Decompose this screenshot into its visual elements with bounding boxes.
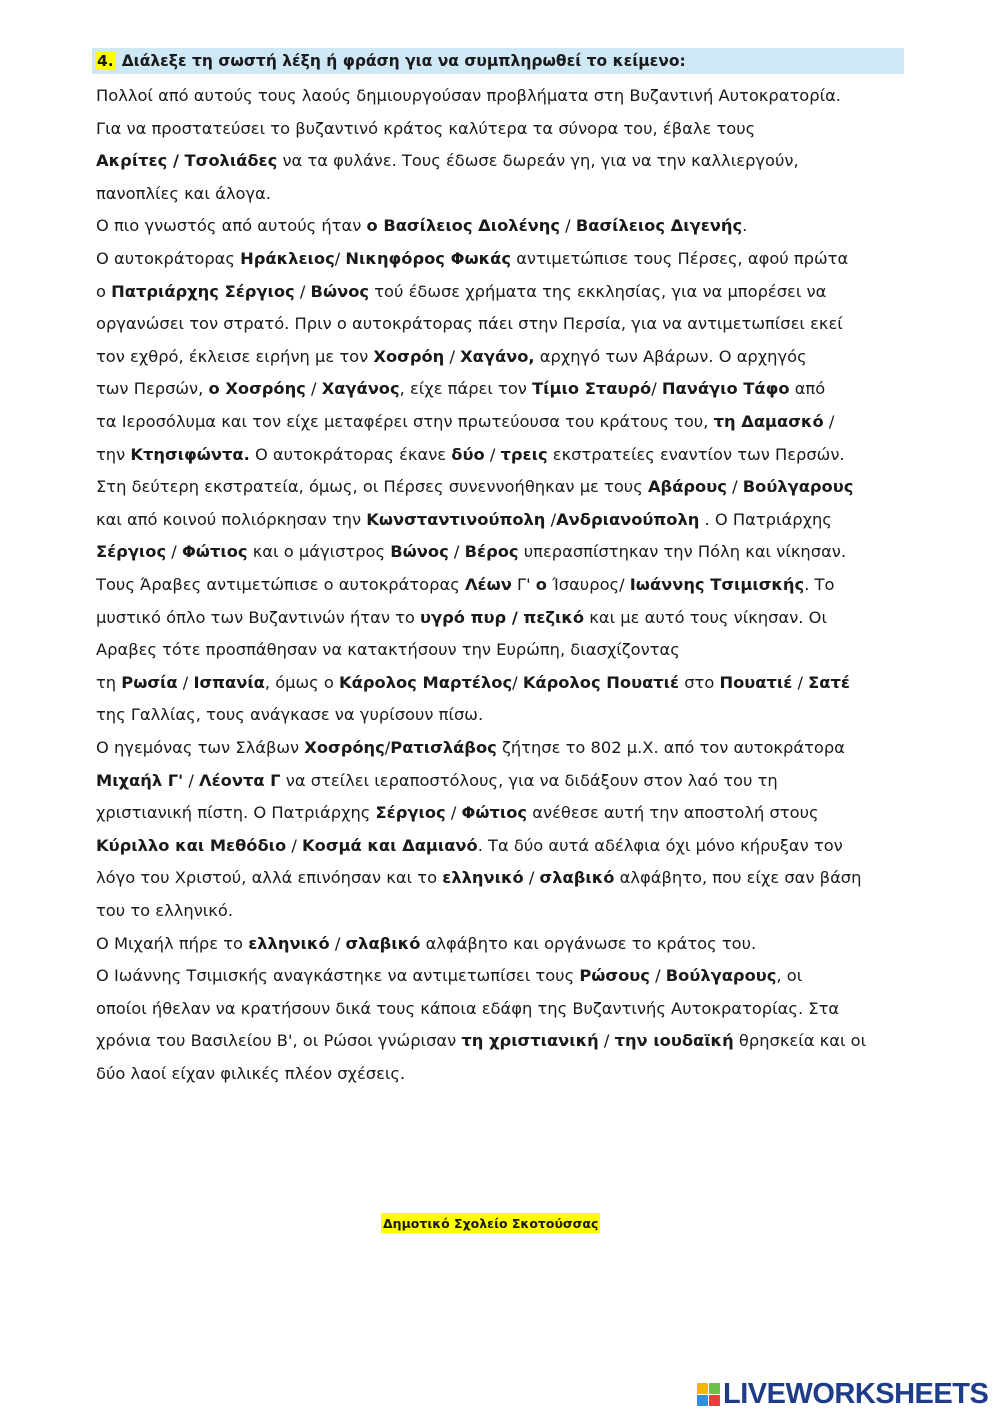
answer-choice: την ιουδαϊκή xyxy=(614,1031,734,1051)
text-segment: Ο Ιωάννης Τσιμισκής αναγκάστηκε να αντιμετωπίσει τους xyxy=(96,966,580,986)
text-line xyxy=(96,119,926,139)
text-segment: πανοπλίες και άλογα. xyxy=(96,183,271,203)
text-segment: Ίσαυρος/ xyxy=(546,575,630,594)
text-segment: και με αυτό τους νίκησαν. Οι xyxy=(584,607,827,627)
text-segment: / xyxy=(598,1031,615,1051)
text-segment: τα Ιεροσόλυμα και τον είχε μεταφέρει στην πρωτεύουσα του κράτους του, xyxy=(96,412,714,431)
answer-choice: Πουατιέ xyxy=(719,672,793,692)
answer-choice: Φώτιος xyxy=(461,803,528,823)
answer-choice: Κάρολος Μαρτέλος xyxy=(339,672,513,692)
text-segment: / xyxy=(545,509,557,529)
text-segment: . Το xyxy=(804,575,835,594)
text-segment: εκστρατείες εναντίον των Περσών. xyxy=(547,444,845,464)
text-segment: / xyxy=(484,444,501,464)
text-segment: Ο πιο γνωστός από αυτούς ήταν xyxy=(96,216,367,236)
answer-choice: Ακρίτες / Τσολιάδες xyxy=(96,151,278,171)
text-segment: και ο μάγιστρος xyxy=(247,542,391,562)
text-segment: οποίοι ήθελαν να κρατήσουν δικά τους κάποια εδάφη της Βυζαντινής Αυτοκρατορίας. Στα xyxy=(96,998,840,1018)
text-segment: στο xyxy=(679,672,720,692)
answer-choice: τρεις xyxy=(500,444,548,464)
answer-choice: Χοσρόης xyxy=(304,738,385,757)
text-segment: χριστιανική πίστη. Ο Πατριάρχης xyxy=(96,803,376,823)
answer-choice: Σατέ xyxy=(808,672,850,692)
answer-choice: Πανάγιο Τάφο xyxy=(661,379,790,399)
text-line xyxy=(96,673,926,693)
text-segment: / xyxy=(560,216,576,236)
text-segment: Ο Μιχαήλ πήρε το xyxy=(96,933,249,953)
text-segment: μυστικό όπλο των Βυζαντινών ήταν το xyxy=(96,607,421,627)
answer-choice: Σέργιος xyxy=(96,542,167,562)
text-segment: Στη δεύτερη εκστρατεία, όμως, οι Πέρσες συνεννοήθηκαν με τους xyxy=(96,477,648,497)
answer-choice: Νικηφόρος Φωκάς xyxy=(345,249,512,268)
text-line xyxy=(96,575,926,595)
answer-choice: Ρώσους xyxy=(579,966,650,986)
text-segment: / xyxy=(305,379,322,399)
mark-square-2 xyxy=(709,1383,720,1394)
answer-choice: Ρωσία xyxy=(121,672,178,692)
answer-choice: σλαβικό xyxy=(539,868,615,888)
text-segment: Γ' xyxy=(511,575,536,594)
text-segment: ο xyxy=(96,281,112,301)
text-segment: της Γαλλίας, τους ανάγκασε να γυρίσουν πίσω. xyxy=(96,705,484,725)
text-segment: δύο λαοί είχαν φιλικές πλέον σχέσεις. xyxy=(96,1064,406,1083)
answer-choice: σλαβικό xyxy=(345,933,421,953)
answer-choice: Κύριλλο και Μεθόδιο xyxy=(96,835,287,855)
text-line xyxy=(96,966,926,986)
text-line xyxy=(96,151,926,171)
liveworksheets-mark-icon xyxy=(697,1383,720,1406)
text-segment: του το ελληνικό. xyxy=(96,901,234,920)
answer-choice: τη Δαμασκό xyxy=(713,412,824,431)
text-line xyxy=(96,1064,926,1084)
text-line xyxy=(96,542,926,562)
answer-choice: Χοσρόη xyxy=(373,346,445,366)
answer-choice: Τίμιο Σταυρό xyxy=(532,379,652,399)
text-segment: τον εχθρό, έκλεισε ειρήνη με τον xyxy=(96,346,374,366)
exercise-heading xyxy=(92,48,904,74)
text-segment: Ο αυτοκράτορας έκανε xyxy=(249,444,452,464)
text-line xyxy=(96,282,926,302)
text-line xyxy=(96,640,926,660)
text-segment: χρόνια του Βασιλείου Β', οι Ρώσοι γνώρισαν xyxy=(96,1031,462,1051)
text-segment: από xyxy=(789,379,826,399)
answer-choice: Χαγάνος xyxy=(321,379,400,399)
text-segment: οργανώσει τον στρατό. Πριν ο αυτοκράτορας πάει στην Περσία, για να αντιμετωπίσει εκεί xyxy=(96,314,843,334)
answer-choice: Κάρολος Πουατιέ xyxy=(522,672,680,692)
text-line xyxy=(96,934,926,954)
liveworksheets-wordmark: LIVEWORKSHEETS xyxy=(723,1378,989,1410)
text-line xyxy=(96,510,926,530)
mark-square-1 xyxy=(697,1383,708,1394)
text-segment: . Τα δύο αυτά αδέλφια όχι μόνο κήρυξαν τον xyxy=(477,835,843,855)
text-segment: / xyxy=(512,672,523,692)
answer-choice: Ρατισλάβος xyxy=(390,738,497,757)
answer-choice: Φώτιος xyxy=(181,542,248,562)
text-line xyxy=(96,445,926,465)
text-line xyxy=(96,249,926,269)
answer-choice: Μιχαήλ Γ' xyxy=(96,770,184,790)
text-segment: και από κοινού πολιόρκησαν την xyxy=(96,509,367,529)
text-segment: να τα φυλάνε. Τους έδωσε δωρεάν γη, για να την καλλιεργούν, xyxy=(277,151,799,171)
text-segment: Για να προστατεύσει το βυζαντινό κράτος καλύτερα τα σύνορα του, έβαλε τους xyxy=(96,118,756,138)
text-line xyxy=(96,868,926,888)
text-segment: αρχηγό των Αβάρων. Ο αρχηγός xyxy=(534,346,807,366)
text-segment: Ο ηγεμόνας των Σλάβων xyxy=(96,738,305,757)
text-line xyxy=(96,347,926,367)
answer-choice: Ιωάννης Τσιμισκής xyxy=(629,575,805,594)
mark-square-4 xyxy=(709,1395,720,1406)
text-segment: θρησκεία και οι xyxy=(733,1031,867,1051)
mark-square-3 xyxy=(697,1395,708,1406)
text-segment: / xyxy=(334,249,346,268)
text-segment: / xyxy=(183,770,199,790)
text-segment: . xyxy=(742,216,748,236)
answer-choice: ο Χοσρόης xyxy=(208,379,306,399)
text-segment: / xyxy=(445,803,462,823)
answer-choice: Βασίλειος Διγενής xyxy=(575,216,743,236)
text-segment: / xyxy=(448,542,465,562)
text-line xyxy=(96,608,926,628)
text-segment: αλφάβητο και οργάνωσε το κράτος του. xyxy=(420,933,757,953)
text-line xyxy=(96,836,926,856)
answer-choice: Βέρος xyxy=(464,542,519,562)
text-segment: Αραβες τότε προσπάθησαν να κατακτήσουν την Ευρώπη, διασχίζοντας xyxy=(96,640,680,660)
text-segment: / xyxy=(726,477,743,497)
text-segment: την xyxy=(96,444,131,464)
text-segment: των Περσών, xyxy=(96,379,209,399)
text-segment: Πολλοί από αυτούς τους λαούς δημιουργούσαν προβλήματα στη Βυζαντινή Αυτοκρατορία. xyxy=(96,86,841,105)
answer-choice: Σέργιος xyxy=(375,803,446,823)
answer-choice: Αβάρους xyxy=(647,477,727,497)
text-segment: αντιμετώπισε τους Πέρσες, αφού πρώτα xyxy=(511,249,849,268)
text-line xyxy=(96,86,926,106)
answer-choice: Κοσμά και Δαμιανό xyxy=(302,835,478,855)
text-segment: , οι xyxy=(776,966,803,986)
answer-choice: Ισπανία xyxy=(193,672,265,692)
answer-choice: Λέοντα Γ xyxy=(199,770,281,790)
answer-choice: υγρό πυρ / πεζικό xyxy=(420,607,585,627)
answer-choice: Λέων xyxy=(464,575,512,594)
text-segment: Τους Άραβες αντιμετώπισε ο αυτοκράτορας xyxy=(96,575,465,594)
text-segment: / xyxy=(792,672,809,692)
liveworksheets-logo xyxy=(697,1378,988,1411)
text-segment: Ο αυτοκράτορας xyxy=(96,249,241,268)
text-segment: / xyxy=(523,868,540,888)
text-segment: τη xyxy=(96,672,122,692)
text-line xyxy=(96,738,926,758)
text-line xyxy=(96,999,926,1019)
answer-choice: ο xyxy=(535,575,547,594)
answer-choice: Ανδριανούπολη xyxy=(556,509,700,529)
answer-choice: Βώνος xyxy=(310,281,370,301)
text-segment: / xyxy=(649,966,666,986)
text-line xyxy=(96,477,926,497)
text-line xyxy=(96,216,926,236)
exercise-instruction: Διάλεξε τη σωστή λέξη ή φράση για να συμπληρωθεί το κείμενο: xyxy=(121,52,686,70)
text-segment: να στείλει ιεραποστόλους, για να διδάξουν στον λαό του τη xyxy=(280,770,778,790)
answer-choice: Κτησιφώντα. xyxy=(130,444,250,464)
answer-choice: Πατριάρχης Σέργιος xyxy=(111,281,295,301)
text-line xyxy=(96,705,926,725)
text-segment: / xyxy=(823,412,835,431)
text-segment: / xyxy=(166,542,182,562)
text-line xyxy=(96,184,926,204)
text-segment: / xyxy=(294,281,311,301)
text-line xyxy=(96,1031,926,1051)
text-segment: ζήτησε το 802 μ.Χ. από τον αυτοκράτορα xyxy=(496,738,845,757)
school-name: Δημοτικό Σχολείο Σκοτούσσας xyxy=(381,1213,600,1233)
text-segment: τού έδωσε χρήματα της εκκλησίας, για να μπορέσει να xyxy=(369,281,827,301)
answer-choice: ο Βασίλειος Διολένης xyxy=(366,216,560,236)
answer-choice: Ηράκλειος xyxy=(240,249,335,268)
answer-choice: Βούλγαρους xyxy=(665,966,777,986)
answer-choice: δύο xyxy=(451,444,485,464)
text-segment: ανέθεσε αυτή την αποστολή στους xyxy=(527,803,819,823)
text-line xyxy=(96,379,926,399)
answer-choice: ελληνικό xyxy=(442,868,524,888)
answer-choice: ελληνικό xyxy=(248,933,330,953)
text-line xyxy=(96,901,926,921)
text-segment: , είχε πάρει τον xyxy=(399,379,533,399)
text-segment: αλφάβητο, που είχε σαν βάση xyxy=(614,868,862,888)
text-segment: υπερασπίστηκαν την Πόλη και νίκησαν. xyxy=(518,542,847,562)
text-line xyxy=(96,412,926,432)
answer-choice: Χαγάνο, xyxy=(460,346,535,366)
exercise-number: 4. xyxy=(97,52,114,70)
text-segment: . Ο Πατριάρχης xyxy=(699,509,832,529)
text-line xyxy=(96,803,926,823)
text-segment: / xyxy=(444,346,461,366)
text-line xyxy=(96,314,926,334)
text-segment: / xyxy=(651,379,662,399)
text-line xyxy=(96,771,926,791)
text-segment: / xyxy=(177,672,194,692)
text-segment: / xyxy=(329,933,346,953)
answer-choice: Κωνσταντινούπολη xyxy=(366,509,546,529)
text-segment: / xyxy=(286,835,303,855)
answer-choice: Βούλγαρους xyxy=(742,477,854,497)
text-segment: / xyxy=(384,738,391,757)
answer-choice: τη χριστιανική xyxy=(461,1031,599,1051)
answer-choice: Βώνος xyxy=(390,542,449,562)
text-segment: , όμως ο xyxy=(264,672,340,692)
text-segment: λόγο του Χριστού, αλλά επινόησαν και το xyxy=(96,868,443,888)
